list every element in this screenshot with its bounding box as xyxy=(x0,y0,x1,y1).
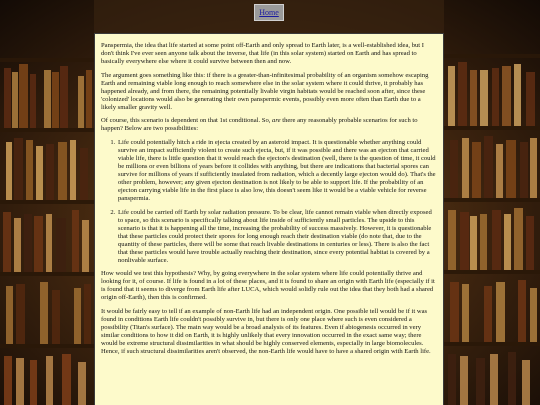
question-text-start: Of course, this scenario is dependent on that 1st conditional. So, xyxy=(101,117,273,125)
list-item-radiation-pressure: 2. Life could be carried off Earth by solar radiation pressure. To be clear, life cannot remain viable when directly exposed to space, so this scenario is specifically talking about life inside of sufficiently small particles. The upside to this scenario is that it is happening all the time, increasing the probability of success massively. However, it is questionable that these particles could protect their spores for long enough reach their destination viable (do note that, due to the quantity of these particles, there will be some that reach livable destinations in centuries or less). There is also the fact that these particles would have trouble actually reaching their destination, since every potential habitat is covered by a nonlivable surface. xyxy=(117,209,437,265)
home-link[interactable]: Home xyxy=(259,8,279,17)
article-panel xyxy=(94,33,444,405)
list-item-ejecta: 1. Life could potentially hitch a ride in ejecta created by an asteroid impact. It is questionable whether anything could survive an impact sufficiently violent to create such ejecta, but, if it was possible and there was an ejecton that carried viable life, there is little question that it would reach the ejecton's destination (well, there is the question of time, it could be millions or even billions of years before it collides with anything, but there are indications that bacterial spores can survive for millions of years if sufficiently insulated from radiation, which a decently large ejecton would do). That's the other problem, however; any given ejecton destination is not likely to be able to support life. If the probability of an ejecton carrying viable life in the first place is also low, this doesn't seem like it would be a viable vehicle for reverse panspermia. xyxy=(117,139,437,203)
paragraph-intro: Panspermia, the idea that life started at some point off-Earth and only spread to Earth later, is a well-established idea, but I don't think I've ever seen anyone talk about the inverse, that life (in this solar system) started on Earth and has spread to basically everywhere else where it could survive between then and now. xyxy=(101,42,424,66)
paragraph-independent-origin: It would be fairly easy to tell if an example of non-Earth life had an independent origin. One possible tell would be if it was found in conditions Earth life couldn't possibly survive in, but there is only one place where such is even considered a possibility (Titan's surface). The main way would be a broad analysis of its features. Even if abiogenesis occurred in very similar conditions to how it did on Earth, it is highly unlikely that every innovation occurred in the exact same way; there would be extreme structural dissimilarities in what should be highly conserved elements, especially in large biomolecules. Hence, if such structural dissimilarities aren't observed, the non-Earth life would have to have a shared origin with Earth life. xyxy=(101,307,431,356)
paragraph-testing: How would we test this hypothesis? Why, by going everywhere in the solar system where life could potentially thrive and looking for it, of course. If life is found in a lot of these places, and it is found to share an origin with Earth life (especially if it is found that it seems to diverge from Earth life after LUCA, which would solidly rule out the idea that they both had a shared origin off-Earth), then this is confirmed. xyxy=(101,270,435,302)
question-text-end: there any reasonably probable scenarios for such to happen? Below are two possibilities: xyxy=(101,117,418,133)
question-emphasis: are xyxy=(272,117,281,125)
paragraph-question xyxy=(101,117,437,133)
possibilities-list xyxy=(101,139,437,265)
home-button[interactable] xyxy=(254,4,284,21)
paragraph-argument: The argument goes something like this: if there is a greater-than-infinitesimal probability of an organism somehow escaping Earth and remaining viable long enough to reach somewhere else in the solar system where it could thrive, it probably has happened already, and from there, the remaining potentially livable virgin habitats would be reached soon after, since these 'colonized' locations would also be generating their own panspermic events, possibly even more often than Earth due to a likely smaller gravity well. xyxy=(101,71,429,111)
